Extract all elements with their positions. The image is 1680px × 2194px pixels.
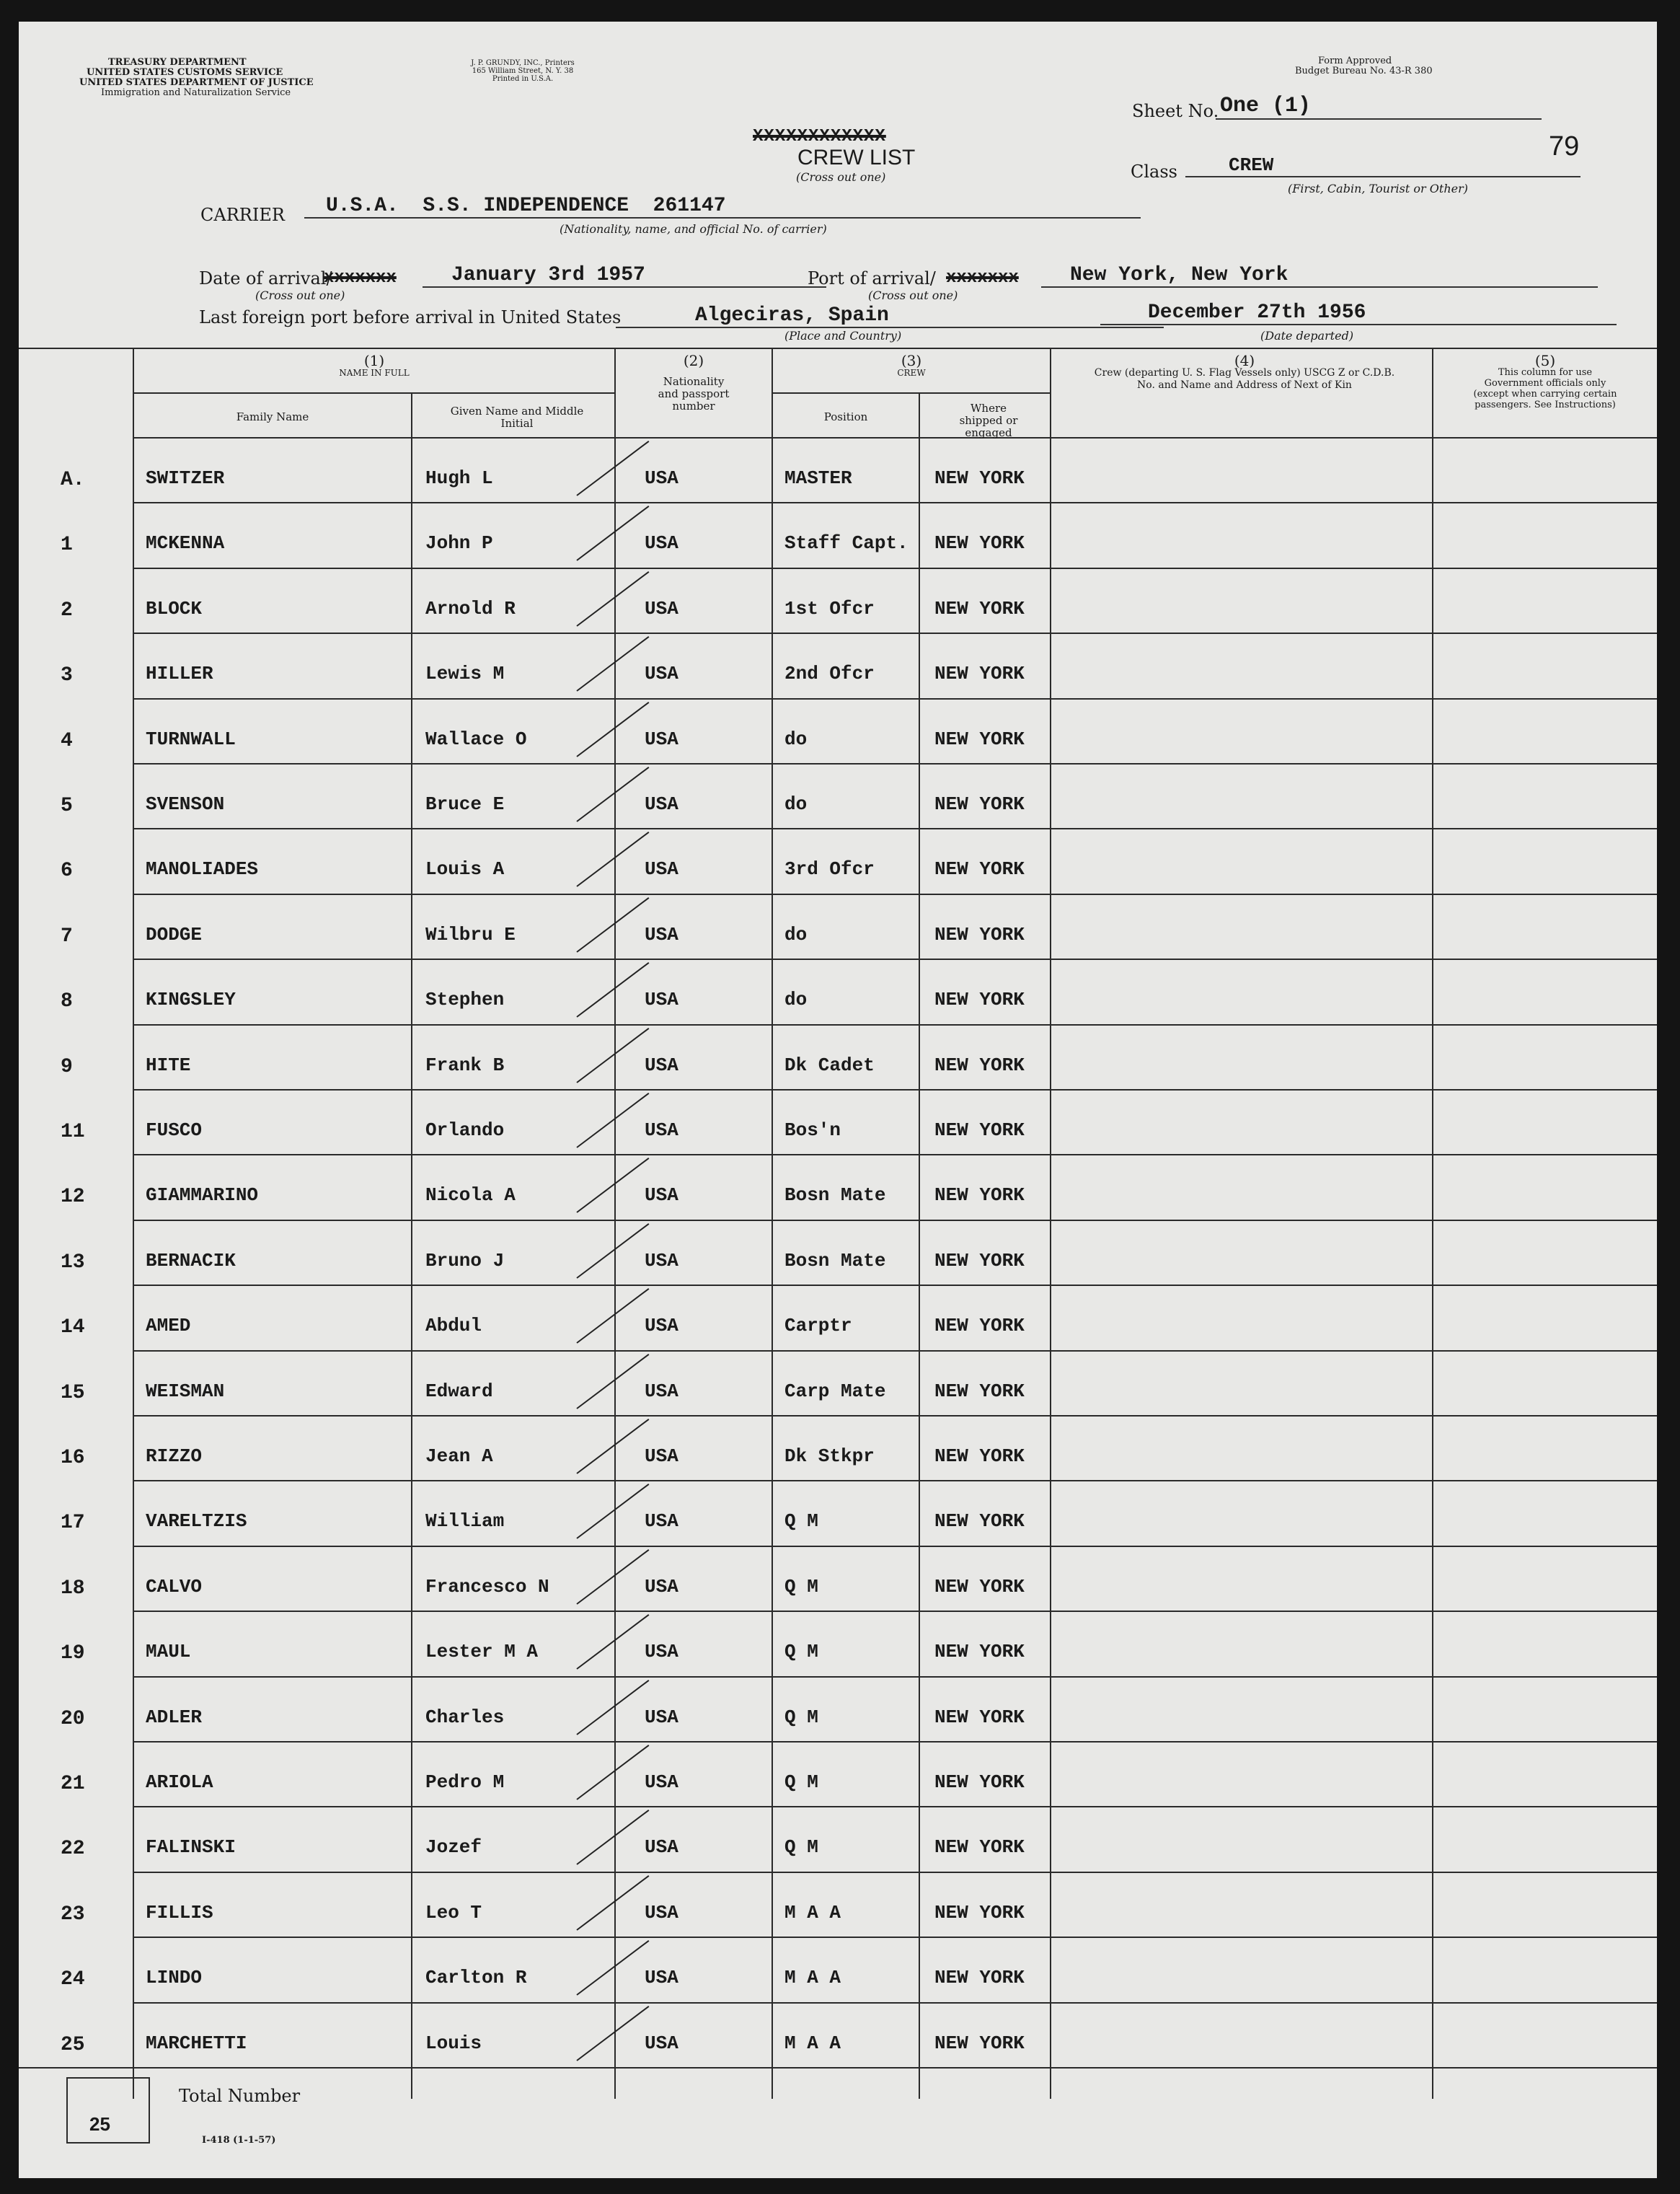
cell-family: SWITZER [146,467,225,489]
row-number: 7 [61,925,73,948]
row-rule [133,959,1657,960]
cell-given: Lewis M [425,663,505,685]
printer-block [440,59,606,83]
cell-given: John P [425,532,493,555]
row-number: 13 [61,1251,85,1274]
carrier-label: CARRIER [200,205,285,225]
sheet-label: Sheet No. [1132,101,1219,121]
row-number: 23 [61,1903,85,1926]
subheader-rule [133,392,614,394]
col-rule [411,392,412,2099]
cell-given: Carlton R [425,1967,527,1989]
cell-pos: do [784,989,808,1011]
check-mark [576,702,649,757]
row-rule [133,2002,1657,2004]
row-number: A. [61,469,85,491]
row-rule [133,894,1657,895]
row-number: 14 [61,1316,85,1339]
printer-line: Printed in U.S.A. [492,75,554,83]
port-cross-note: (Cross out one) [868,288,958,302]
cell-nat: USA [645,1641,678,1663]
total-label: Total Number [179,2086,301,2106]
cell-given: Louis A [425,858,505,881]
row-number: 15 [61,1381,85,1404]
arrival-date-label: Date of arrival/ [199,268,332,288]
cell-nat: USA [645,1119,678,1141]
col1-num: (1) [363,352,385,369]
row-rule [133,1872,1657,1873]
col5-num: (5) [1534,352,1556,369]
date-departed-note: (Date departed) [1260,329,1354,343]
cell-given: Jozef [425,1836,482,1859]
position-header: Position [823,410,868,423]
row-rule [133,1089,1657,1091]
cell-pos: 3rd Ofcr [784,858,875,881]
cell-pos: M A A [784,2032,841,2054]
cell-given: Stephen [425,989,505,1011]
table-left-rule [133,348,134,2099]
row-rule [133,1806,1657,1807]
col2-title: Nationality and passport number [658,375,730,413]
title-note: (Cross out one) [796,170,886,184]
row-number: 19 [61,1642,85,1665]
row-rule [133,1024,1657,1026]
agency-line: UNITED STATES DEPARTMENT OF JUSTICE [79,77,314,88]
document-title: CREW LIST [797,146,916,169]
cell-given: Orlando [425,1119,505,1141]
form-approved: Form Approved [1318,56,1392,66]
row-number: 4 [61,729,73,752]
check-mark [576,506,649,561]
cell-port: NEW YORK [934,1445,1025,1467]
table-top-rule [19,348,1657,349]
crossed-title: XXXXXXXXXXXX [753,127,886,146]
cell-port: NEW YORK [934,1641,1025,1663]
cell-family: AMED [146,1315,191,1337]
last-port-value: Algeciras, Spain [616,304,1164,328]
cell-pos: do [784,728,808,750]
cell-given: Bruce E [425,793,505,815]
check-mark [576,1419,649,1474]
row-rule [133,763,1657,765]
cell-port: NEW YORK [934,923,1025,946]
col-rule [1432,348,1433,2099]
cell-given: Bruno J [425,1249,505,1272]
port-value: New York, New York [1041,264,1598,288]
cell-port: NEW YORK [934,1249,1025,1272]
cell-pos: M A A [784,1901,841,1924]
cell-family: VARELTZIS [146,1510,247,1533]
cell-family: KINGSLEY [146,989,236,1011]
row-number: 9 [61,1055,73,1078]
class-label: Class [1131,162,1177,182]
cell-nat: USA [645,2032,678,2054]
row-number: 12 [61,1186,85,1209]
cell-pos: Q M [784,1510,818,1533]
arrival-date-value: January 3rd 1957 [423,264,826,288]
port-crossed: xxxxxxx [946,268,1019,288]
row-number: 5 [61,795,73,817]
cell-port: NEW YORK [934,858,1025,881]
row-rule [133,1611,1657,1612]
form-approved-block [1295,56,1433,76]
cell-nat: USA [645,1510,678,1533]
crew-list-document [19,22,1657,2178]
cell-port: NEW YORK [934,1836,1025,1859]
cell-pos: 1st Ofcr [784,597,875,620]
last-port-label: Last foreign port before arrival in United States [199,307,622,327]
check-mark [576,1680,649,1735]
col-rule [919,392,920,2099]
cell-port: NEW YORK [934,1901,1025,1924]
total-box [66,2077,150,2144]
cell-family: MAUL [146,1641,191,1663]
agency-line: UNITED STATES CUSTOMS SERVICE [87,67,283,78]
cell-port: NEW YORK [934,1706,1025,1728]
cell-family: WEISMAN [146,1380,225,1402]
cell-nat: USA [645,858,678,881]
check-mark [576,1875,649,1931]
cell-nat: USA [645,793,678,815]
cell-pos: Bosn Mate [784,1249,886,1272]
row-rule [133,1937,1657,1938]
table-bottom-rule [19,2067,1657,2069]
cell-pos: Q M [784,1706,818,1728]
col3-title: CREW [897,368,926,378]
row-number: 6 [61,860,73,883]
cell-pos: M A A [784,1967,841,1989]
cell-given: Edward [425,1380,493,1402]
check-mark [576,571,649,627]
col4-num: (4) [1234,352,1255,369]
cell-port: NEW YORK [934,1771,1025,1793]
cell-nat: USA [645,663,678,685]
cell-family: ARIOLA [146,1771,213,1793]
cell-port: NEW YORK [934,1315,1025,1337]
cell-pos: Q M [784,1575,818,1598]
cell-family: TURNWALL [146,728,236,750]
cell-port: NEW YORK [934,1184,1025,1207]
printer-line: 165 William Street, N. Y. 38 [472,67,574,75]
arrival-date-crossed: xxxxxxx [324,268,397,288]
col4-header [1093,352,1396,392]
check-mark [576,1484,649,1539]
cell-nat: USA [645,467,678,489]
check-mark [576,441,649,496]
row-rule [133,568,1657,569]
cell-pos: Dk Stkpr [784,1445,875,1467]
col1-header [134,352,614,379]
cell-nat: USA [645,1249,678,1272]
check-mark [576,636,649,692]
check-mark [576,1028,649,1083]
cell-nat: USA [645,1706,678,1728]
cell-pos: Q M [784,1641,818,1663]
col3-num: (3) [901,352,922,369]
cell-pos: Q M [784,1836,818,1859]
row-rule [133,1154,1657,1155]
check-mark [576,1810,649,1865]
col5-header [1449,352,1641,410]
row-rule [133,1546,1657,1547]
check-mark [576,832,649,887]
check-mark [576,1158,649,1213]
check-mark [576,1354,649,1409]
col-rule [772,348,773,2099]
cell-family: MARCHETTI [146,2032,247,2054]
cell-family: HILLER [146,663,213,685]
row-rule [133,1285,1657,1286]
arrival-cross-note: (Cross out one) [255,288,345,302]
cell-pos: 2nd Ofcr [784,663,875,685]
cell-family: BLOCK [146,597,203,620]
check-mark [576,767,649,822]
cell-port: NEW YORK [934,532,1025,555]
cell-family: SVENSON [146,793,225,815]
col5-title: This column for use Government officials only (except when carrying certain passengers. See Instructions) [1473,367,1617,410]
check-mark [576,2006,649,2061]
cell-port: NEW YORK [934,989,1025,1011]
form-code: I-418 (1-1-57) [202,2135,276,2146]
cell-given: William [425,1510,505,1533]
cell-nat: USA [645,1771,678,1793]
cell-given: Leo T [425,1901,482,1924]
cell-nat: USA [645,1315,678,1337]
cell-family: FILLIS [146,1901,213,1924]
row-rule [133,698,1657,700]
check-mark [576,1093,649,1148]
cell-family: FALINSKI [146,1836,236,1859]
cell-nat: USA [645,1575,678,1598]
col2-header [629,352,759,413]
cell-nat: USA [645,532,678,555]
row-number: 22 [61,1838,85,1861]
cell-family: LINDO [146,1967,203,1989]
row-number: 21 [61,1773,85,1795]
date-departed-value: December 27th 1956 [1100,301,1617,325]
row-rule [133,1480,1657,1481]
col1-title: NAME IN FULL [339,368,410,378]
check-mark [576,1223,649,1279]
row-number: 8 [61,990,73,1013]
given-name-header: Given Name and Middle Initial [450,405,584,430]
cell-given: Wallace O [425,728,527,750]
cell-port: NEW YORK [934,728,1025,750]
class-value: CREW [1185,154,1580,177]
last-port-note: (Place and Country) [784,329,902,343]
row-rule [133,633,1657,634]
cell-given: Louis [425,2032,482,2054]
agency-line: Immigration and Naturalization Service [101,87,291,98]
cell-family: MCKENNA [146,532,225,555]
cell-nat: USA [645,728,678,750]
cell-family: HITE [146,1054,191,1076]
check-mark [576,1745,649,1800]
class-note: (First, Cabin, Tourist or Other) [1288,182,1468,195]
cell-pos: Carptr [784,1315,852,1337]
header-bottom-rule [133,437,1657,439]
shipped-header: Where shipped or engaged [959,402,1018,439]
carrier-value: U.S.A. S.S. INDEPENDENCE 261147 [304,195,1141,219]
cell-pos: Staff Capt. [784,532,908,555]
total-value: 25 [89,2113,110,2135]
col3-header [773,352,1050,379]
cell-nat: USA [645,989,678,1011]
col-rule [1050,348,1051,2099]
row-rule [133,502,1657,503]
row-number: 3 [61,664,73,687]
cell-family: RIZZO [146,1445,203,1467]
cell-pos: Dk Cadet [784,1054,875,1076]
cell-given: Frank B [425,1054,505,1076]
row-number: 17 [61,1512,85,1535]
cell-pos: Bosn Mate [784,1184,886,1207]
row-rule [133,1676,1657,1678]
check-mark [576,1940,649,1996]
row-rule [133,1350,1657,1352]
cell-nat: USA [645,1836,678,1859]
row-number: 1 [61,534,73,557]
row-number: 18 [61,1577,85,1600]
col2-num: (2) [683,352,704,369]
cell-family: GIAMMARINO [146,1184,259,1207]
sheet-value: One (1) [1216,94,1542,120]
subheader-rule [772,392,1050,394]
cell-given: Charles [425,1706,505,1728]
row-number: 20 [61,1707,85,1730]
cell-port: NEW YORK [934,1119,1025,1141]
check-mark [576,962,649,1018]
row-rule [133,828,1657,829]
cell-port: NEW YORK [934,2032,1025,2054]
cell-nat: USA [645,597,678,620]
cell-nat: USA [645,923,678,946]
carrier-note: (Nationality, name, and official No. of carrier) [560,222,827,236]
cell-port: NEW YORK [934,1054,1025,1076]
row-rule [133,1220,1657,1221]
cell-family: FUSCO [146,1119,203,1141]
cell-given: Abdul [425,1315,482,1337]
row-number: 2 [61,599,73,622]
cell-family: ADLER [146,1706,203,1728]
cell-port: NEW YORK [934,663,1025,685]
cell-port: NEW YORK [934,1380,1025,1402]
cell-pos: Q M [784,1771,818,1793]
cell-nat: USA [645,1184,678,1207]
cell-port: NEW YORK [934,1510,1025,1533]
cell-pos: Carp Mate [784,1380,886,1402]
cell-nat: USA [645,1380,678,1402]
port-label: Port of arrival/ [808,268,936,288]
cell-nat: USA [645,1901,678,1924]
cell-given: Francesco N [425,1575,549,1598]
cell-port: NEW YORK [934,1575,1025,1598]
row-number: 24 [61,1968,85,1991]
cell-given: Wilbru E [425,923,516,946]
check-mark [576,1614,649,1670]
cell-family: CALVO [146,1575,203,1598]
row-number: 25 [61,2033,85,2056]
cell-family: MANOLIADES [146,858,259,881]
cell-given: Nicola A [425,1184,516,1207]
check-mark [576,1288,649,1344]
cell-pos: Bos'n [784,1119,841,1141]
cell-pos: do [784,923,808,946]
printer-line: J. P. GRUNDY, INC., Printers [471,59,575,67]
check-mark [576,1549,649,1605]
family-name-header: Family Name [236,410,309,423]
page-number: 79 [1549,131,1580,162]
agency-line: TREASURY DEPARTMENT [108,57,247,68]
cell-nat: USA [645,1445,678,1467]
cell-given: Jean A [425,1445,493,1467]
check-mark [576,897,649,953]
cell-pos: do [784,793,808,815]
cell-port: NEW YORK [934,467,1025,489]
row-rule [133,1415,1657,1417]
cell-given: Lester M A [425,1641,539,1663]
cell-pos: MASTER [784,467,852,489]
cell-given: Hugh L [425,467,493,489]
row-number: 16 [61,1447,85,1469]
row-number: 11 [61,1121,85,1143]
cell-family: DODGE [146,923,203,946]
cell-port: NEW YORK [934,597,1025,620]
cell-port: NEW YORK [934,1967,1025,1989]
cell-family: BERNACIK [146,1249,236,1272]
cell-nat: USA [645,1054,678,1076]
budget-bureau: Budget Bureau No. 43-R 380 [1295,66,1433,76]
row-rule [133,1741,1657,1743]
cell-port: NEW YORK [934,793,1025,815]
cell-given: Pedro M [425,1771,505,1793]
agency-block [79,58,314,98]
cell-given: Arnold R [425,597,516,620]
col4-title: Crew (departing U. S. Flag Vessels only) USCG Z or C.D.B. No. and Name and Address of Next of Kin [1094,367,1395,391]
cell-nat: USA [645,1967,678,1989]
